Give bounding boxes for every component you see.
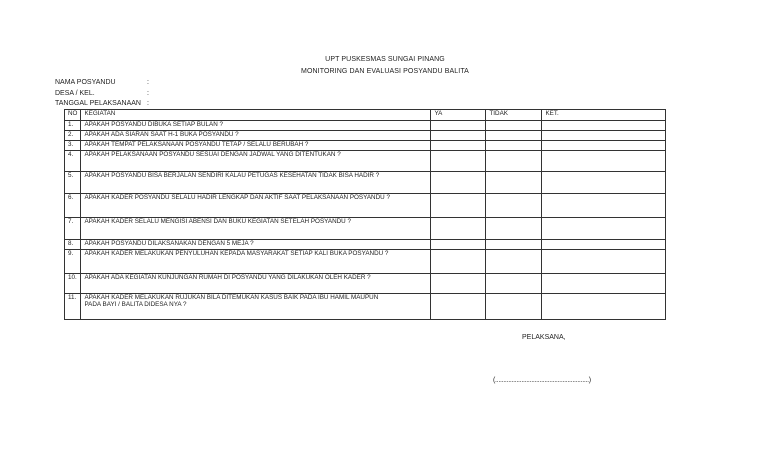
cell-tidak[interactable]: [486, 151, 542, 172]
row-number: 8.: [65, 240, 81, 250]
cell-tidak[interactable]: [486, 131, 542, 141]
row-question: APAKAH ADA KEGIATAN KUNJUNGAN RUMAH DI POSYANDU YANG DILAKUKAN OLEH KADER ?: [81, 274, 431, 294]
cell-tidak[interactable]: [486, 141, 542, 151]
header-institution: UPT PUSKESMAS SUNGAI PINANG: [325, 56, 445, 63]
table-row: [65, 151, 666, 172]
cell-tidak[interactable]: [486, 240, 542, 250]
info-label: DESA / KEL.: [55, 89, 95, 97]
cell-ya[interactable]: [431, 218, 486, 240]
info-colon: :: [147, 79, 149, 86]
row-number: 4.: [65, 151, 81, 172]
table-row: [65, 274, 666, 294]
header-title: MONITORING DAN EVALUASI POSYANDU BALITA: [301, 68, 469, 75]
cell-tidak[interactable]: [486, 250, 542, 274]
cell-tidak[interactable]: [486, 172, 542, 194]
cell-ya[interactable]: [431, 151, 486, 172]
document-header: [220, 54, 550, 78]
row-question: APAKAH KADER POSYANDU SELALU HADIR LENGKAP DAN AKTIF SAAT PELAKSANAAN POSYANDU ?: [81, 194, 431, 218]
row-number: 6.: [65, 194, 81, 218]
row-question: APAKAH ADA SIARAN SAAT H-1 BUKA POSYANDU ?: [81, 131, 431, 141]
row-number: 7.: [65, 218, 81, 240]
table-row: [65, 218, 666, 240]
table-row: [65, 194, 666, 218]
signature-line: (.........................................................): [493, 377, 591, 384]
row-question: APAKAH POSYANDU DILAKSANAKAN DENGAN 5 MEJA ?: [81, 240, 431, 250]
cell-ya[interactable]: [431, 121, 486, 131]
row-question: APAKAH POSYANDU DIBUKA SETIAP BULAN ?: [81, 121, 431, 131]
row-number: 1.: [65, 121, 81, 131]
evaluation-table: [64, 109, 666, 320]
info-colon: :: [147, 89, 149, 97]
table-row: [65, 250, 666, 274]
signature-label: PELAKSANA,: [522, 334, 566, 341]
info-label: NAMA POSYANDU: [55, 79, 116, 86]
cell-ket[interactable]: [542, 131, 666, 141]
cell-ya[interactable]: [431, 250, 486, 274]
info-field-nama-posyandu: [55, 78, 155, 89]
cell-ya[interactable]: [431, 240, 486, 250]
cell-ya[interactable]: [431, 141, 486, 151]
header-tidak: TIDAK: [486, 110, 542, 121]
cell-ket[interactable]: [542, 218, 666, 240]
row-question: APAKAH KADER MELAKUKAN PENYULUHAN KEPADA MASYARAKAT SETIAP KALI BUKA POSYANDU ?: [81, 250, 431, 274]
table-row: [65, 240, 666, 250]
cell-ket[interactable]: [542, 141, 666, 151]
cell-ket[interactable]: [542, 274, 666, 294]
table-header-row: [65, 110, 666, 121]
cell-ya[interactable]: [431, 194, 486, 218]
row-question-line2: PADA BAYI / BALITA DIDESA NYA ?: [84, 301, 187, 308]
cell-tidak[interactable]: [486, 218, 542, 240]
row-number: 3.: [65, 141, 81, 151]
row-number: 9.: [65, 250, 81, 274]
row-question: APAKAH PELAKSANAAN POSYANDU SESUAI DENGAN JADWAL YANG DITENTUKAN ?: [81, 151, 431, 172]
row-question: APAKAH TEMPAT PELAKSANAAN POSYANDU TETAP / SELALU BERUBAH ?: [81, 141, 431, 151]
row-question: APAKAH POSYANDU BISA BERJALAN SENDIRI KALAU PETUGAS KESEHATAN TIDAK BISA HADIR ?: [81, 172, 431, 194]
info-field-tanggal: [55, 99, 155, 110]
cell-ket[interactable]: [542, 240, 666, 250]
row-question: [81, 294, 431, 320]
cell-ket[interactable]: [542, 194, 666, 218]
row-number: 11.: [65, 294, 81, 320]
cell-tidak[interactable]: [486, 121, 542, 131]
cell-ket[interactable]: [542, 151, 666, 172]
cell-ket[interactable]: [542, 294, 666, 320]
header-kegiatan: KEGIATAN: [81, 110, 431, 121]
header-ya: YA: [431, 110, 486, 121]
table-row: [65, 172, 666, 194]
row-number: 2.: [65, 131, 81, 141]
cell-tidak[interactable]: [486, 274, 542, 294]
row-question-line1: APAKAH KADER MELAKUKAN RUJUKAN BILA DITEMUKAN KASUS BAIK PADA IBU HAMIL MAUPUN: [84, 294, 379, 301]
header-ket: KET.: [542, 110, 666, 121]
cell-ket[interactable]: [542, 121, 666, 131]
table-row: [65, 294, 666, 320]
table-row: [65, 131, 666, 141]
info-field-desa-kel: [55, 89, 155, 100]
cell-ket[interactable]: [542, 172, 666, 194]
cell-ya[interactable]: [431, 131, 486, 141]
info-label: TANGGAL PELAKSANAAN: [55, 100, 141, 107]
cell-ya[interactable]: [431, 274, 486, 294]
info-colon: :: [147, 100, 149, 107]
row-number: 5.: [65, 172, 81, 194]
table-row: [65, 141, 666, 151]
row-number: 10.: [65, 274, 81, 294]
cell-tidak[interactable]: [486, 294, 542, 320]
cell-tidak[interactable]: [486, 194, 542, 218]
table-row: [65, 121, 666, 131]
cell-ya[interactable]: [431, 294, 486, 320]
info-fields: [55, 78, 155, 110]
cell-ket[interactable]: [542, 250, 666, 274]
cell-ya[interactable]: [431, 172, 486, 194]
header-no: NO: [65, 110, 81, 121]
row-question: APAKAH KADER SELALU MENGISI ABENSI DAN BUKU KEGIATAN SETELAH POSYANDU ?: [81, 218, 431, 240]
